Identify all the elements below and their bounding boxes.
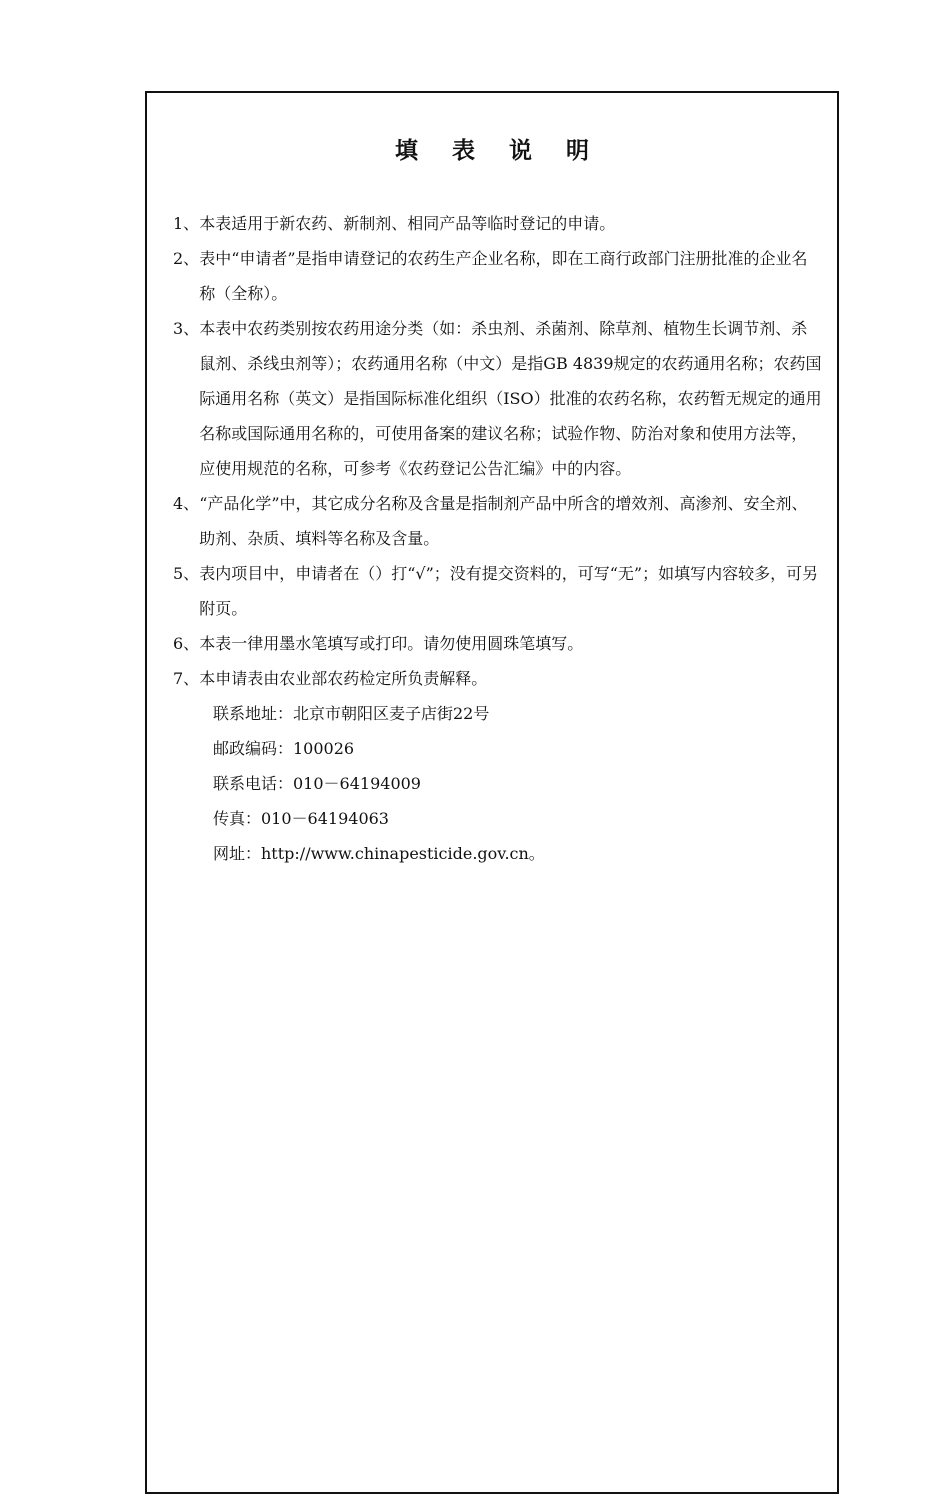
page-title: 填 表 说 明 (394, 138, 603, 164)
instruction-item-4 (173, 486, 823, 556)
instruction-item-6 (173, 626, 823, 661)
instruction-text: 本表中农药类别按农药用途分类（如：杀虫剂、杀菌剂、除草剂、植物生长调节剂、杀鼠剂、杀线虫剂等）；农药通用名称（中文）是指GB 4839规定的农药通用名称；农药国际通用名称（英文）是指国际标准化组织（ISO）批准的农药名称，农药暂无规定的通用名称或国际通用名称的，可使用备案的建议名称；试验作物、防治对象和使用方法等，应使用规范的名称，可参考《农药登记公告汇编》中的内容。 (199, 319, 822, 478)
contact-postcode: 邮政编码：100026 (213, 739, 355, 758)
instruction-text: 本申请表由农业部农药检定所负责解释。 (199, 669, 488, 688)
contact-website: 网址：http://www.chinapesticide.gov.cn。 (213, 844, 545, 863)
instruction-number: 4、 (173, 494, 200, 513)
instructions-list (173, 206, 823, 871)
instruction-text: 本表一律用墨水笔填写或打印。请勿使用圆珠笔填写。 (199, 634, 584, 653)
contact-info (213, 696, 823, 871)
instruction-text: 表内项目中，申请者在（）打“√”；没有提交资料的，可写“无”；如填写内容较多，可另附页。 (199, 564, 819, 618)
instruction-item-3 (173, 311, 823, 486)
instruction-text: “产品化学”中，其它成分名称及含量是指制剂产品中所含的增效剂、高渗剂、安全剂、助剂、杂质、填料等名称及含量。 (199, 494, 808, 548)
instruction-item-5 (173, 556, 823, 626)
instruction-number: 2、 (173, 249, 200, 268)
instruction-text: 表中“申请者”是指申请登记的农药生产企业名称，即在工商行政部门注册批准的企业名称（全称）。 (199, 249, 808, 303)
instruction-item-7 (173, 661, 823, 696)
instruction-number: 5、 (173, 564, 200, 583)
instruction-item-1 (173, 206, 823, 241)
instruction-item-2 (173, 241, 823, 311)
contact-phone: 联系电话：010－64194009 (213, 774, 421, 793)
instruction-number: 3、 (173, 319, 200, 338)
instruction-number: 7、 (173, 669, 200, 688)
contact-address: 联系地址：北京市朝阳区麦子店街22号 (213, 704, 490, 723)
instruction-number: 6、 (173, 634, 200, 653)
instruction-text: 本表适用于新农药、新制剂、相同产品等临时登记的申请。 (199, 214, 616, 233)
instruction-number: 1、 (173, 214, 200, 233)
contact-fax: 传真：010－64194063 (213, 809, 389, 828)
